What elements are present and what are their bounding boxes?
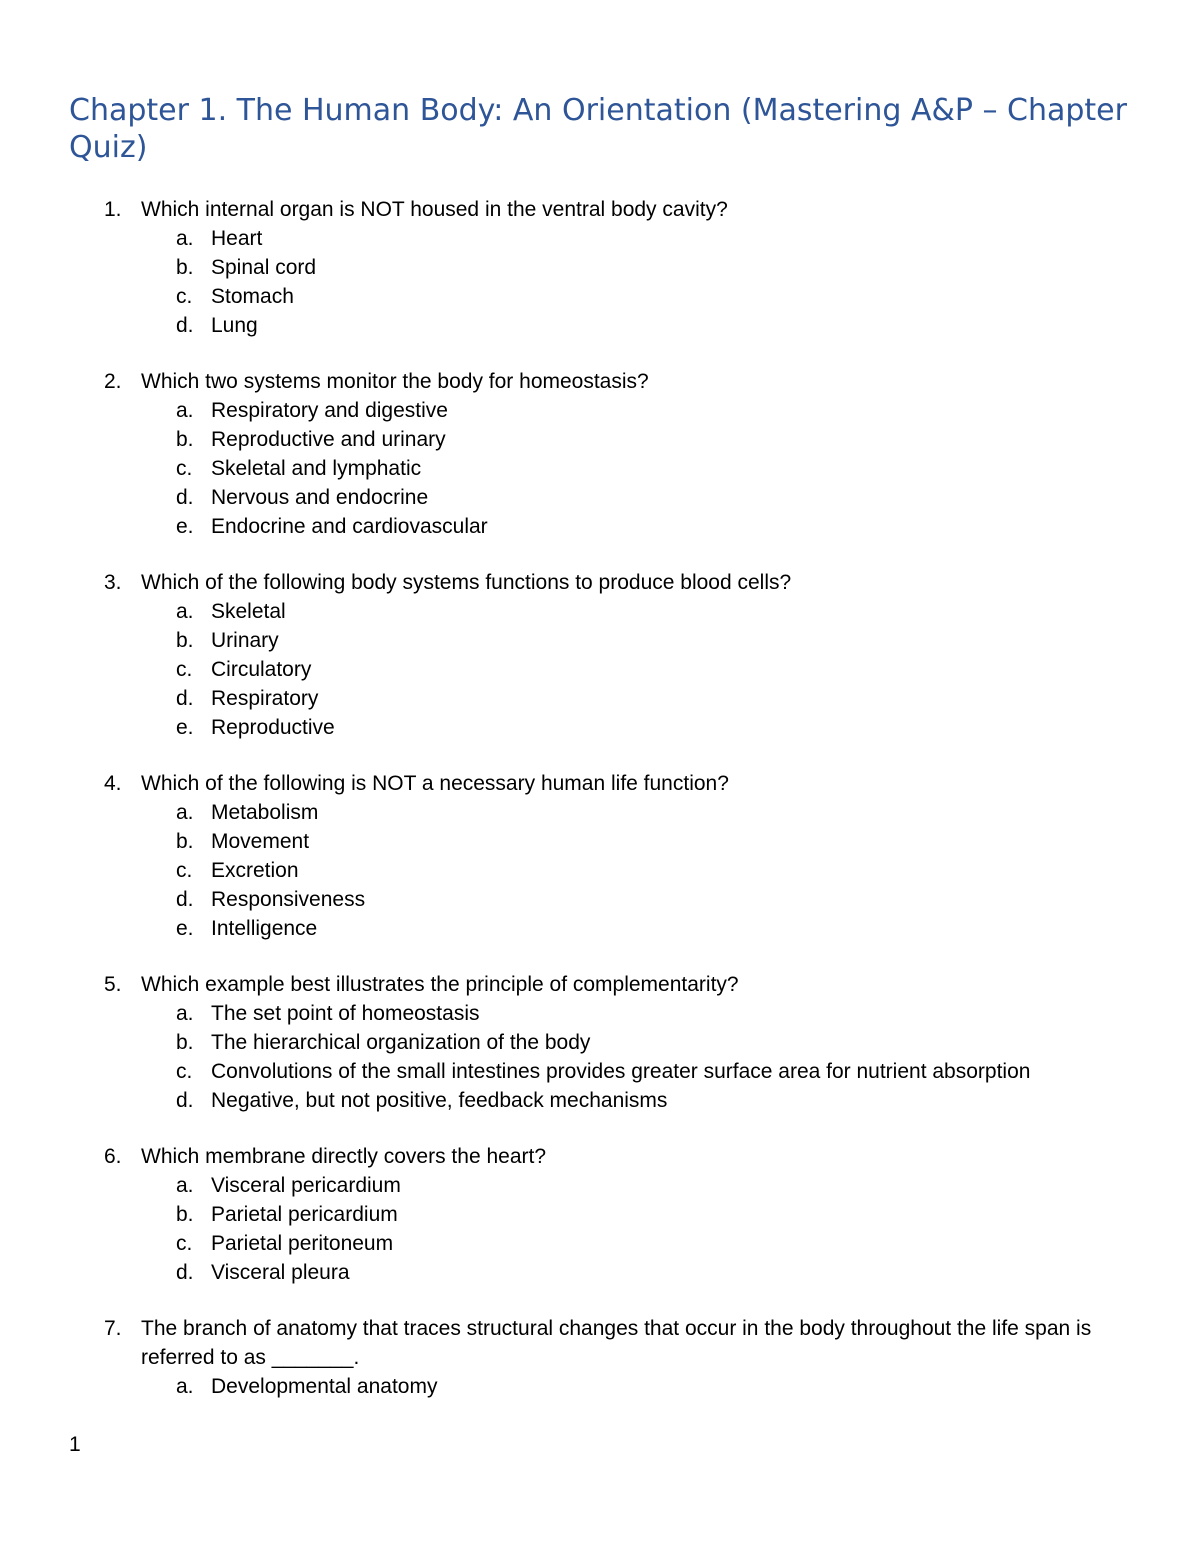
option-item bbox=[0, 798, 1200, 827]
option-letter: b. bbox=[176, 830, 194, 853]
question-number: 1. bbox=[104, 198, 122, 221]
option-text: Heart bbox=[211, 227, 263, 250]
option-text: Stomach bbox=[211, 285, 294, 308]
option-item bbox=[0, 1258, 1200, 1287]
option-text: Circulatory bbox=[211, 658, 312, 681]
option-letter: a. bbox=[176, 1174, 194, 1197]
option-letter: c. bbox=[176, 1060, 193, 1083]
option-text: Spinal cord bbox=[211, 256, 317, 279]
question-number: 4. bbox=[104, 772, 122, 795]
option-item bbox=[0, 914, 1200, 943]
option-list bbox=[0, 396, 1200, 541]
option-text: Movement bbox=[211, 830, 310, 853]
option-letter: c. bbox=[176, 1232, 193, 1255]
question-number: 7. bbox=[104, 1317, 122, 1340]
option-item bbox=[0, 1229, 1200, 1258]
option-item bbox=[0, 856, 1200, 885]
page-number: 1 bbox=[69, 1433, 81, 1456]
option-item bbox=[0, 454, 1200, 483]
option-text: Endocrine and cardiovascular bbox=[211, 515, 488, 538]
option-letter: c. bbox=[176, 285, 193, 308]
question-text: Which example best illustrates the principle of complementarity? bbox=[141, 973, 739, 996]
option-text: Skeletal and lymphatic bbox=[211, 457, 422, 480]
question-6 bbox=[0, 1142, 1200, 1287]
option-text: Respiratory bbox=[211, 687, 319, 710]
option-letter: c. bbox=[176, 658, 193, 681]
option-item bbox=[0, 626, 1200, 655]
option-text: Visceral pleura bbox=[211, 1261, 350, 1284]
question-4 bbox=[0, 769, 1200, 943]
question-row bbox=[0, 970, 1200, 999]
option-item bbox=[0, 597, 1200, 626]
question-7 bbox=[0, 1314, 1200, 1401]
option-item bbox=[0, 282, 1200, 311]
option-text: Nervous and endocrine bbox=[211, 486, 429, 509]
option-item bbox=[0, 999, 1200, 1028]
option-letter: d. bbox=[176, 687, 194, 710]
option-text: Urinary bbox=[211, 629, 279, 652]
option-letter: d. bbox=[176, 888, 194, 911]
question-text: Which membrane directly covers the heart? bbox=[141, 1145, 546, 1168]
option-item bbox=[0, 827, 1200, 856]
option-letter: d. bbox=[176, 486, 194, 509]
question-2 bbox=[0, 367, 1200, 541]
question-5 bbox=[0, 970, 1200, 1115]
option-text: Respiratory and digestive bbox=[211, 399, 448, 422]
option-text: Metabolism bbox=[211, 801, 319, 824]
option-item bbox=[0, 396, 1200, 425]
question-number: 5. bbox=[104, 973, 122, 996]
option-text: Lung bbox=[211, 314, 258, 337]
question-1 bbox=[0, 195, 1200, 340]
option-letter: a. bbox=[176, 399, 194, 422]
option-letter: b. bbox=[176, 256, 194, 279]
question-text: The branch of anatomy that traces structural changes that occur in the body throughout the life span is referred to as _______. bbox=[141, 1317, 1092, 1369]
option-letter: c. bbox=[176, 859, 193, 882]
option-item bbox=[0, 655, 1200, 684]
option-list bbox=[0, 1171, 1200, 1287]
option-letter: a. bbox=[176, 801, 194, 824]
option-list bbox=[0, 999, 1200, 1115]
option-letter: a. bbox=[176, 600, 194, 623]
option-text: The set point of homeostasis bbox=[211, 1002, 480, 1025]
question-text: Which internal organ is NOT housed in the ventral body cavity? bbox=[141, 198, 728, 221]
option-item bbox=[0, 885, 1200, 914]
option-text: Skeletal bbox=[211, 600, 286, 623]
option-item bbox=[0, 224, 1200, 253]
option-text: Reproductive and urinary bbox=[211, 428, 446, 451]
question-row bbox=[0, 1142, 1200, 1171]
option-letter: d. bbox=[176, 1261, 194, 1284]
option-list bbox=[0, 224, 1200, 340]
option-text: Parietal pericardium bbox=[211, 1203, 398, 1226]
option-letter: c. bbox=[176, 457, 193, 480]
question-text: Which of the following body systems functions to produce blood cells? bbox=[141, 571, 792, 594]
option-text: Parietal peritoneum bbox=[211, 1232, 394, 1255]
option-item bbox=[0, 684, 1200, 713]
option-item bbox=[0, 1171, 1200, 1200]
option-item bbox=[0, 253, 1200, 282]
option-item bbox=[0, 1086, 1200, 1115]
option-text: Developmental anatomy bbox=[211, 1375, 438, 1398]
question-text: Which two systems monitor the body for homeostasis? bbox=[141, 370, 649, 393]
option-letter: b. bbox=[176, 1203, 194, 1226]
option-list bbox=[0, 597, 1200, 742]
option-text: The hierarchical organization of the body bbox=[211, 1031, 591, 1054]
option-list bbox=[0, 798, 1200, 943]
option-letter: a. bbox=[176, 227, 194, 250]
option-item bbox=[0, 512, 1200, 541]
question-number: 2. bbox=[104, 370, 122, 393]
question-text: Which of the following is NOT a necessary human life function? bbox=[141, 772, 729, 795]
option-text: Responsiveness bbox=[211, 888, 366, 911]
option-item bbox=[0, 1200, 1200, 1229]
option-text: Excretion bbox=[211, 859, 299, 882]
option-item bbox=[0, 425, 1200, 454]
option-letter: e. bbox=[176, 515, 194, 538]
option-item bbox=[0, 1372, 1200, 1401]
option-letter: b. bbox=[176, 629, 194, 652]
question-row bbox=[0, 195, 1200, 224]
question-row bbox=[0, 1314, 1200, 1372]
question-row bbox=[0, 769, 1200, 798]
option-letter: d. bbox=[176, 1089, 194, 1112]
option-text: Negative, but not positive, feedback mechanisms bbox=[211, 1089, 668, 1112]
question-row bbox=[0, 568, 1200, 597]
option-text: Convolutions of the small intestines provides greater surface area for nutrient absorption bbox=[211, 1060, 1031, 1083]
option-item bbox=[0, 483, 1200, 512]
option-letter: b. bbox=[176, 1031, 194, 1054]
option-letter: a. bbox=[176, 1375, 194, 1398]
page-title: Chapter 1. The Human Body: An Orientation (Mastering A&P – Chapter Quiz) bbox=[69, 93, 1127, 165]
option-letter: d. bbox=[176, 314, 194, 337]
option-item bbox=[0, 713, 1200, 742]
option-list bbox=[0, 1372, 1200, 1401]
option-item bbox=[0, 311, 1200, 340]
option-letter: e. bbox=[176, 917, 194, 940]
question-number: 6. bbox=[104, 1145, 122, 1168]
option-text: Visceral pericardium bbox=[211, 1174, 401, 1197]
option-text: Intelligence bbox=[211, 917, 318, 940]
option-letter: a. bbox=[176, 1002, 194, 1025]
option-text: Reproductive bbox=[211, 716, 335, 739]
question-row bbox=[0, 367, 1200, 396]
option-item bbox=[0, 1028, 1200, 1057]
option-letter: b. bbox=[176, 428, 194, 451]
question-list bbox=[0, 195, 1200, 1428]
question-number: 3. bbox=[104, 571, 122, 594]
question-3 bbox=[0, 568, 1200, 742]
option-letter: e. bbox=[176, 716, 194, 739]
option-item bbox=[0, 1057, 1200, 1086]
